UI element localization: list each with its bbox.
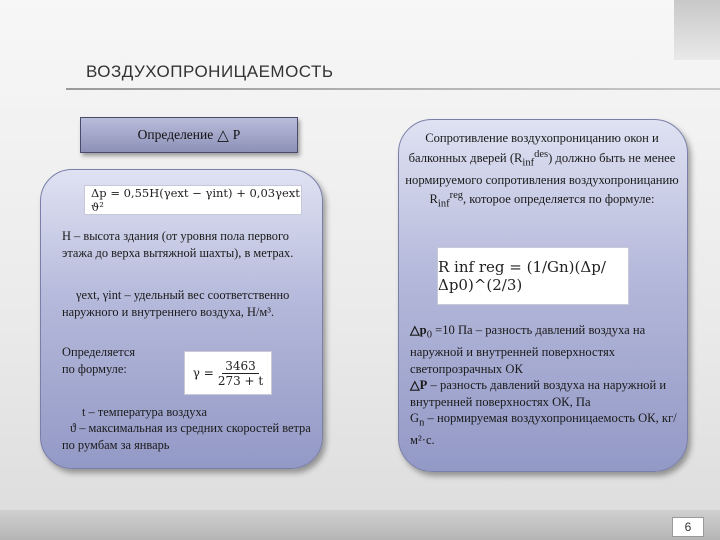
right-definitions: [410, 322, 680, 449]
page-number: 6: [672, 517, 704, 537]
pressure-formula: [84, 185, 302, 215]
determined-label: Определяется по формуле:: [62, 345, 136, 376]
corner-decoration: [674, 0, 720, 60]
height-definition: H – высота здания (от уровня пола первого этажа до верха вытяжной шахты), в метрах.: [62, 229, 294, 260]
title-divider: [66, 88, 720, 90]
dp-definition: △P – разность давлений воздуха на наружной и внутренней поверхностях ОК, Па: [410, 378, 667, 409]
gamma-formula: γ = $\frac{3463}{273 + t}$: [184, 351, 272, 395]
definition-label: Определение: [137, 127, 214, 142]
temperature-definition: t – температура воздуха: [82, 405, 207, 419]
resistance-formula-text: R inf reg = (1/Gn)(Δp/Δp0)^(2/3): [438, 258, 606, 294]
gn-definition: $G_n$ – нормируемая воздухопроницаемость ОК, кг/м²·с.: [410, 411, 677, 448]
delta-symbol: △: [217, 127, 229, 144]
slide-title: ВОЗДУХОПРОНИЦАЕМОСТЬ: [86, 62, 334, 81]
definition-var: P: [232, 127, 241, 142]
resistance-intro: Сопротивление воздухопроницанию окон и балконных дверей $(R_{inf}^{des})$ должно быть не менее нормируемого сопротивления воздухопроницанию $R_{inf}^{reg}$, которое определяется по формуле:: [405, 131, 679, 210]
wind-speed-definition: ϑ – максимальная из средних скоростей ветра по румбам за январь: [62, 421, 311, 452]
resistance-formula: [437, 247, 629, 305]
footer-bar: [0, 510, 720, 540]
specific-weight-definition: γext, γint – удельный вес соответственно наружного и внутреннего воздуха, Н/м³.: [62, 288, 290, 319]
pressure-formula-text: Δp = 0,55H(γext − γint) + 0,03γext ϑ²: [91, 186, 300, 214]
definition-header: [80, 117, 298, 153]
dp0-definition: $\triangle p_0 =10$ Па – разность давлений воздуха на наружной и внутренней поверхностях светопрозрачных ОК: [410, 323, 646, 376]
